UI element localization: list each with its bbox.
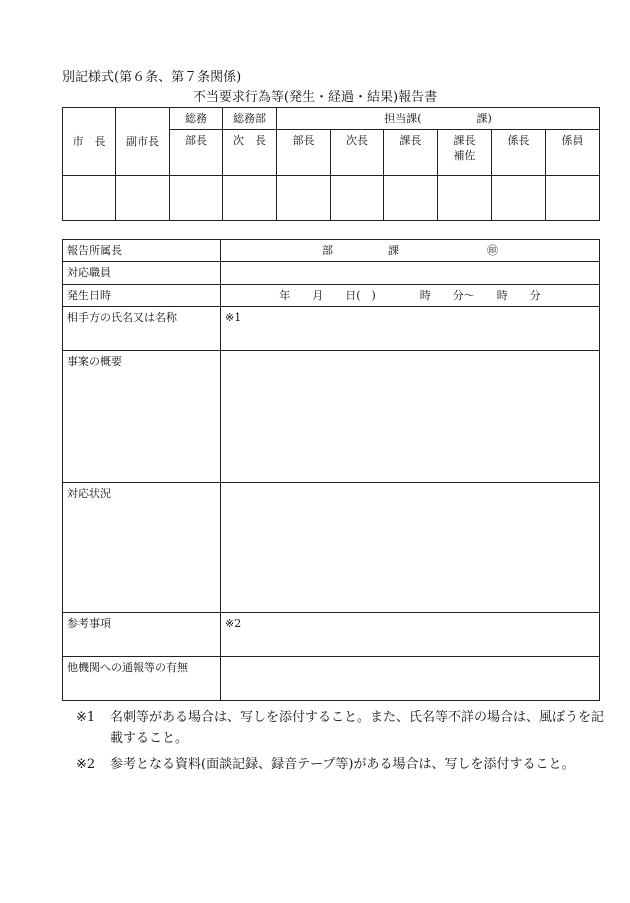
reference-notes-label: 参考事項 [63,613,221,657]
stamp-box-deputy-director[interactable] [331,176,384,221]
stamp-box-section-chief[interactable] [384,176,438,221]
staff-header: 係員 [546,130,600,176]
response-status-label: 対応状況 [63,483,221,613]
reference-notes-field[interactable]: ※2 [221,613,600,657]
assistant-chief-header [438,130,492,176]
case-summary-label: 事案の概要 [63,351,221,483]
counterparty-name-field[interactable]: ※1 [221,307,600,351]
footnote-2 [62,754,607,775]
mayor-header: 市 長 [63,108,116,176]
document-title: 不当要求行為等(発生・経過・結果)報告書 [192,90,438,105]
footnote-1-text: 名刺等がある場合は、写しを添付すること。また、氏名等不詳の場合は、風ぼうを記載すること。 [110,710,605,747]
stamp-box-assistant-chief[interactable] [438,176,492,221]
assistant-chief-line2: 補佐 [453,149,476,163]
deputy-director-header: 次長 [331,130,384,176]
subsection-chief-header: 係長 [492,130,546,176]
footnote-1 [62,707,607,750]
general-affairs-dept-header-top: 総務部 [223,108,277,130]
approval-stamp-table [62,107,600,221]
stamp-box-mayor[interactable] [63,176,116,221]
general-affairs-dept-header-bottom: 次 長 [223,130,277,176]
general-affairs-header-top: 総務 [170,108,223,130]
reporting-manager-label: 報告所属長 [63,240,221,262]
other-agency-report-field[interactable] [221,657,600,701]
section-chief-header: 課長 [384,130,438,176]
director-header: 部長 [277,130,331,176]
other-agency-report-label: 他機関への通報等の有無 [63,657,221,701]
stamp-box-general-affairs[interactable] [170,176,223,221]
vice-mayor-header: 副市長 [116,108,170,176]
footnote-2-mark: ※2 [76,756,96,772]
assistant-chief-line1: 課長 [453,134,476,147]
case-summary-field[interactable] [221,351,600,483]
report-table [62,239,600,701]
responding-staff-label: 対応職員 [63,262,221,284]
general-affairs-header-bottom: 部長 [170,130,223,176]
stamp-box-director[interactable] [277,176,331,221]
stamp-box-vice-mayor[interactable] [116,176,170,221]
responding-staff-field[interactable] [221,262,600,284]
footnote-2-text: 参考となる資料(面談記録、録音テープ等)がある場合は、写しを添付すること。 [110,756,575,772]
stamp-box-general-affairs-dept[interactable] [223,176,277,221]
stamp-box-staff[interactable] [546,176,600,221]
footnotes [62,707,607,775]
responsible-section-header: 担当課( 課) [277,108,600,130]
form-label: 別記様式(第６条、第７条関係) [62,70,242,85]
footnote-1-mark: ※1 [76,710,96,725]
occurrence-datetime-label: 発生日時 [63,284,221,306]
occurrence-datetime-field[interactable]: 年 月 日( ) 時 分～ 時 分 [221,284,600,306]
reporting-manager-field[interactable]: 部 課 ㊞ [221,240,600,262]
stamp-box-subsection-chief[interactable] [492,176,546,221]
response-status-field[interactable] [221,483,600,613]
counterparty-name-label: 相手方の氏名又は名称 [63,307,221,351]
